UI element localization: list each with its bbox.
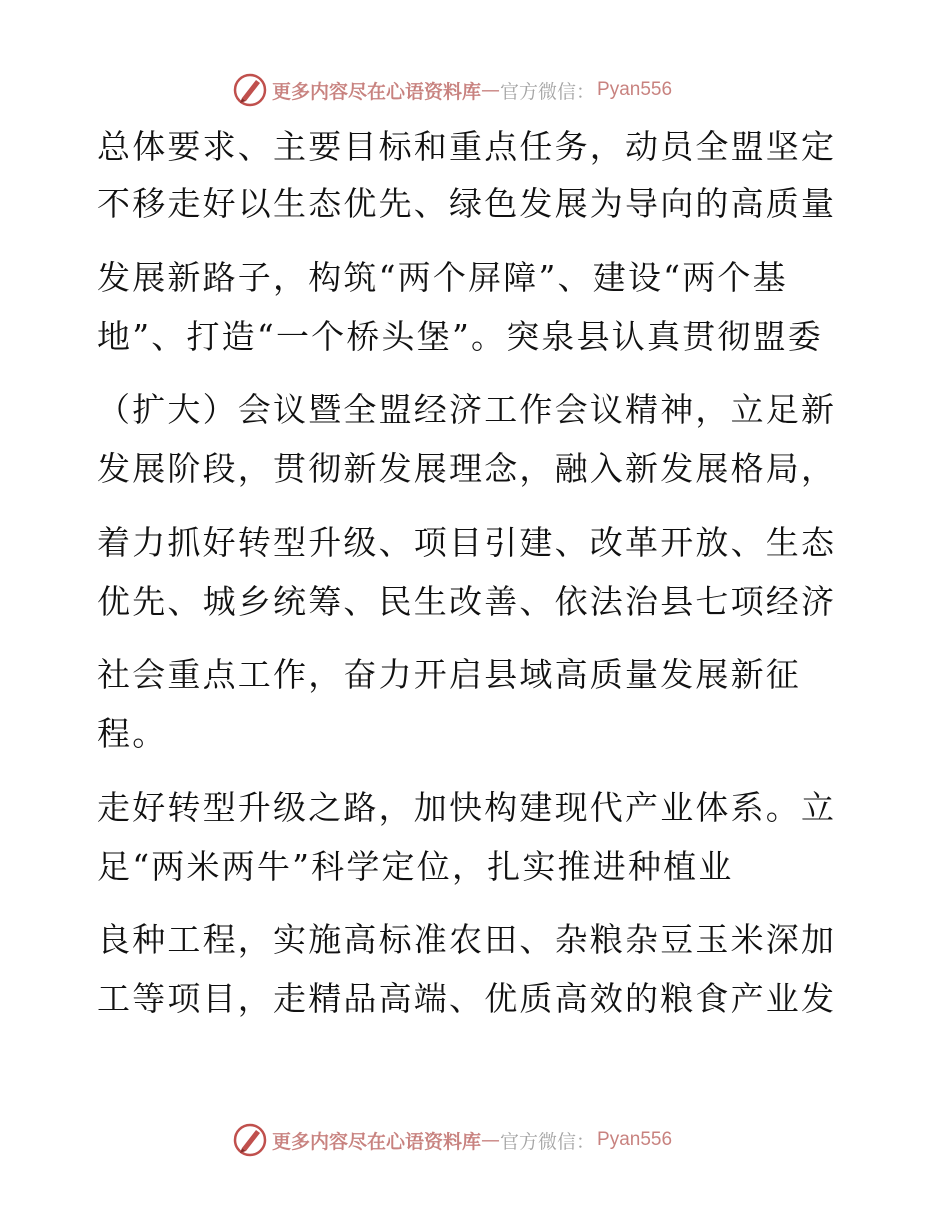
text-line: 程。 [97,714,168,753]
watermark-wechat-label: 官方微信： [500,1130,596,1153]
watermark-text: 更多内容尽在心语资料库 [272,80,482,103]
text-line: 总体要求、主要目标和重点任务，动员全盟坚定 [97,127,837,166]
watermark-wechat-id: Pyan556 [597,79,673,100]
watermark-wechat-label: 官方微信： [500,80,596,103]
pen-logo-icon [232,1122,268,1158]
watermark-text: 更多内容尽在心语资料库 [272,1130,482,1153]
text-line: 走好转型升级之路，加快构建现代产业体系。立 [97,788,837,827]
watermark-dash: — [481,1129,501,1151]
text-line: 社会重点工作，奋力开启县域高质量发展新征 [97,655,801,694]
watermark-dash: — [481,79,501,101]
text-line: 着力抓好转型升级、项目引建、改革开放、生态 [97,523,837,562]
text-line: 发展新路子，构筑“两个屏障”、建设“两个基 [97,258,788,297]
text-line: 工等项目，走精品高端、优质高效的粮食产业发 [97,979,837,1018]
text-line: 良种工程，实施高标准农田、杂粮杂豆玉米深加 [97,920,837,959]
text-line: 优先、城乡统筹、民生改善、依法治县七项经济 [97,582,837,621]
text-line: （扩大）会议暨全盟经济工作会议精神，立足新 [97,390,837,429]
text-line: 足“两米两牛”科学定位，扎实推进种植业 [97,847,734,886]
watermark-wechat-id: Pyan556 [597,1129,673,1150]
footer-watermark [232,1120,672,1160]
text-line: 发展阶段，贯彻新发展理念，融入新发展格局， [97,449,837,488]
text-line: 不移走好以生态优先、绿色发展为导向的高质量 [97,184,837,223]
text-line: 地”、打造“一个桥头堡”。突泉县认真贯彻盟委 [97,317,824,356]
